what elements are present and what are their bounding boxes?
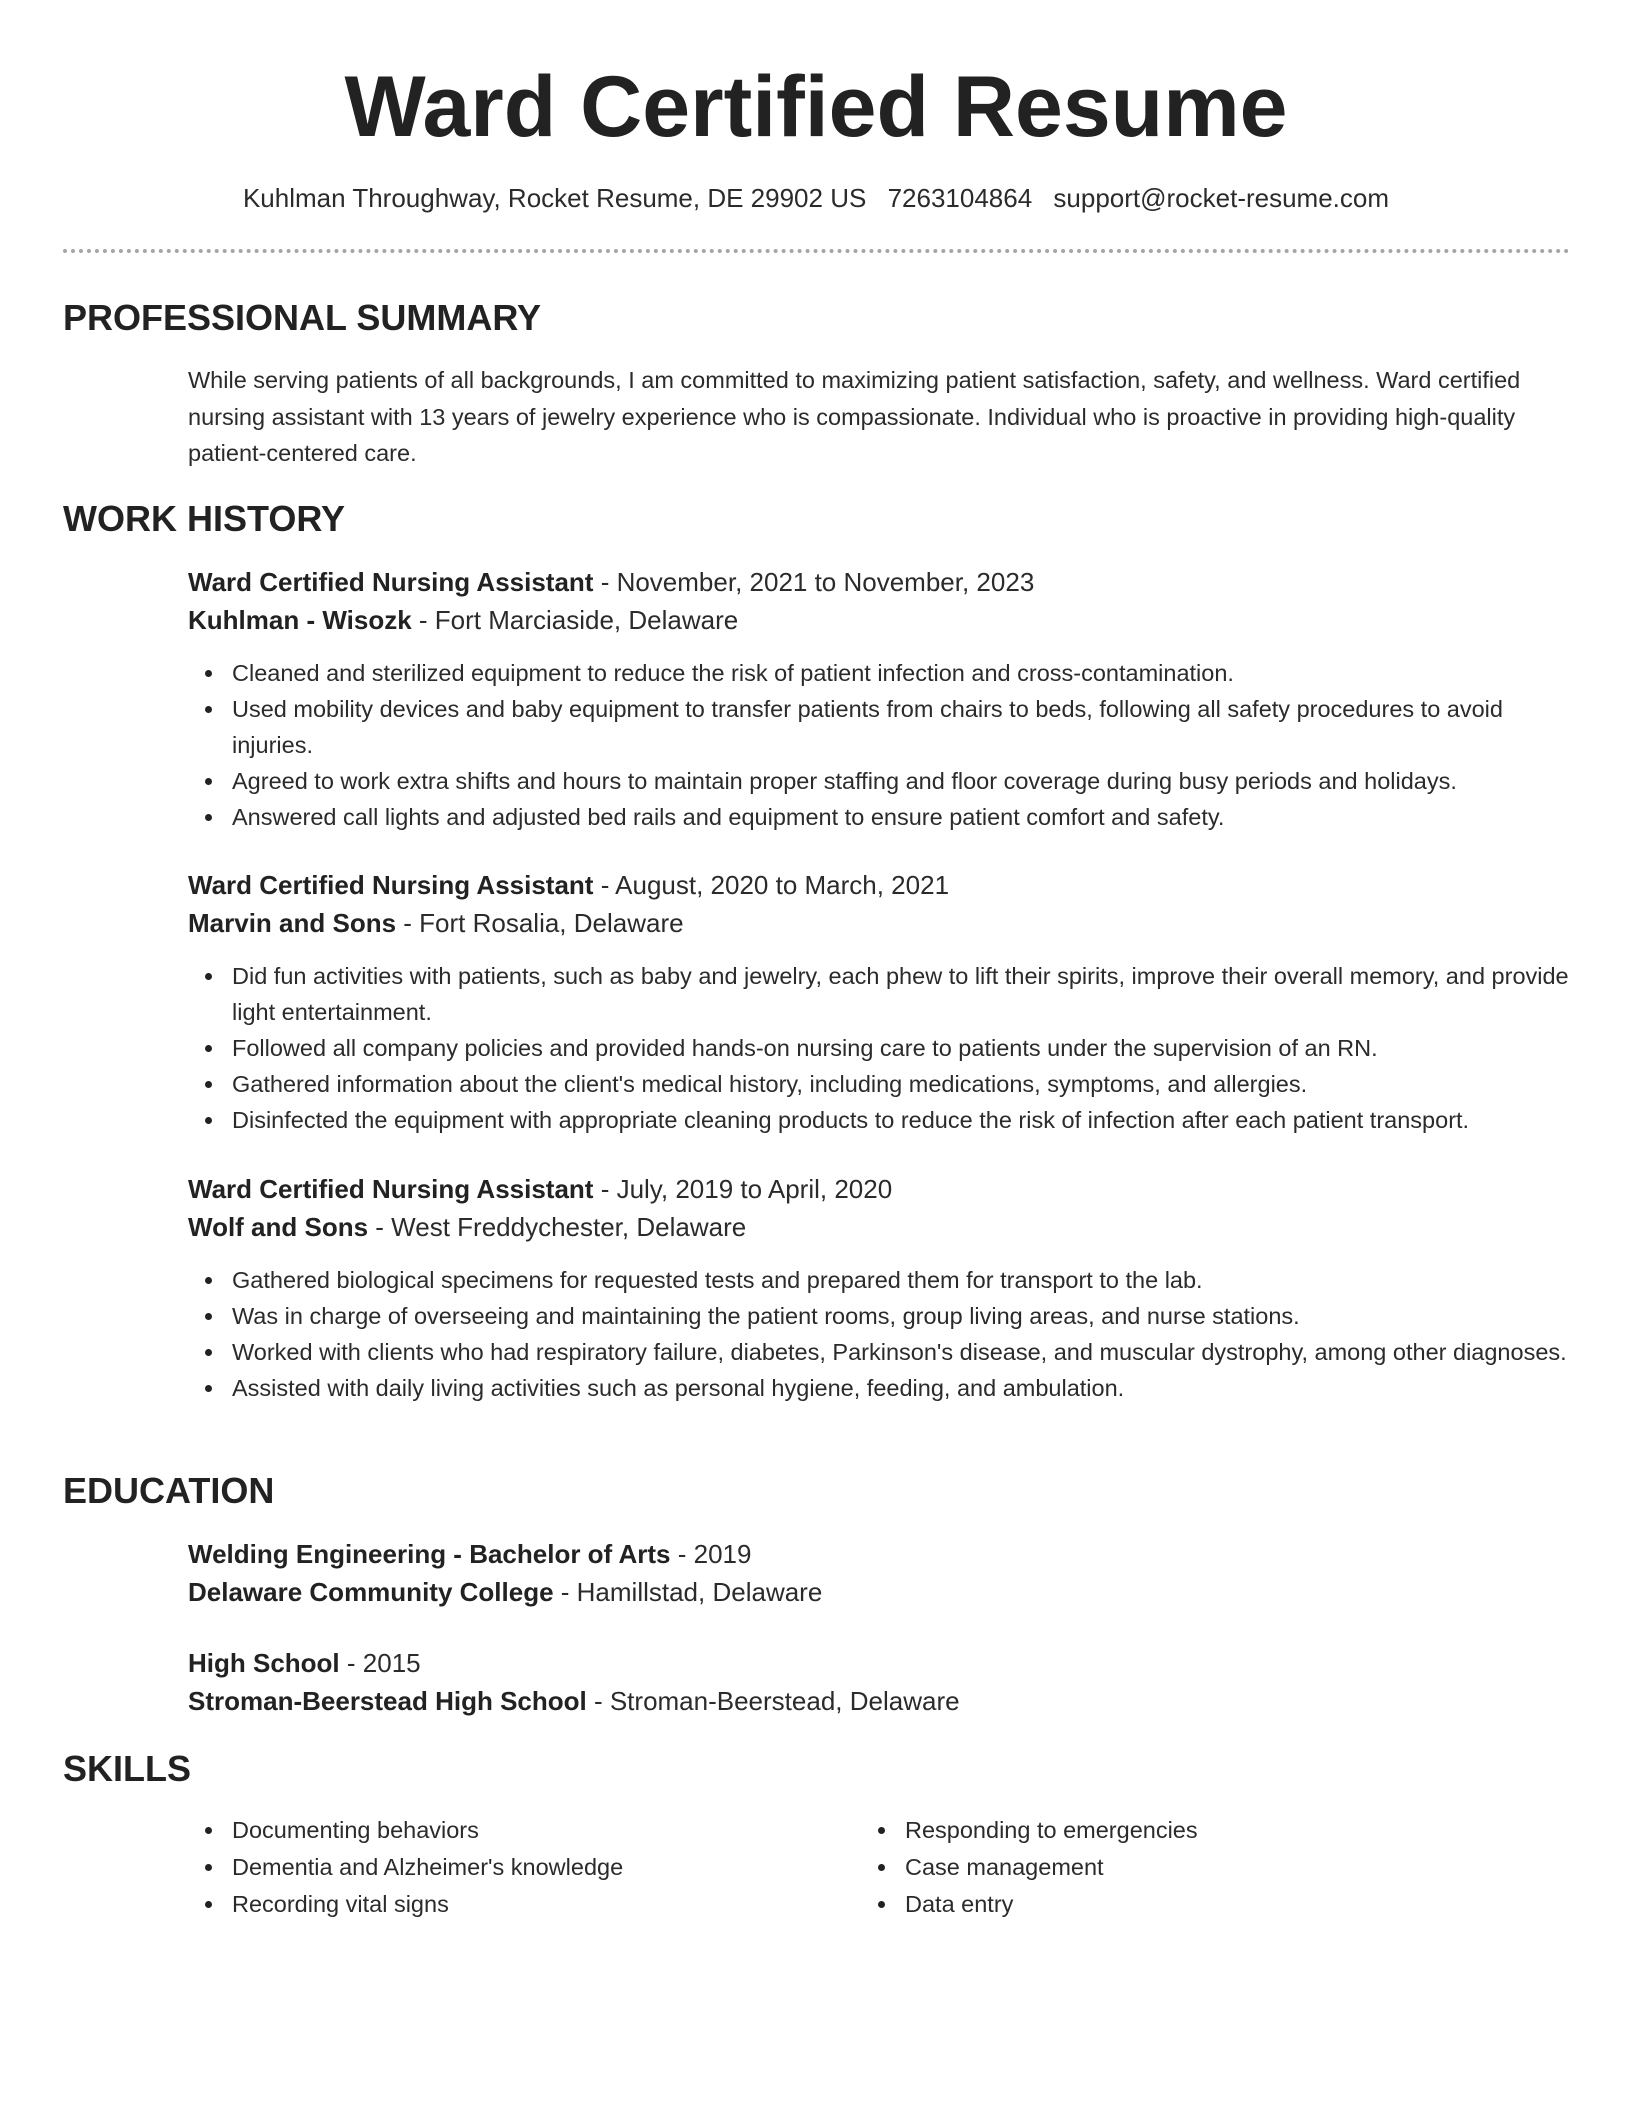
skill-item: Recording vital signs bbox=[232, 1886, 860, 1923]
job-entry bbox=[188, 563, 1570, 639]
resume-name: Ward Certified Resume bbox=[344, 59, 1288, 155]
list-item: Was in charge of overseeing and maintaining the patient rooms, group living areas, and nurse stations. bbox=[232, 1298, 1572, 1334]
list-item: Did fun activities with patients, such as baby and jewelry, each phew to lift their spirits, improve their overall memory, and provide light entertainment. bbox=[232, 958, 1572, 1030]
list-item: Used mobility devices and baby equipment to transfer patients from chairs to beds, following all safety procedures to avoid injuries. bbox=[232, 691, 1572, 763]
job-title-line bbox=[188, 866, 1570, 904]
skill-item: Responding to emergencies bbox=[905, 1812, 1570, 1849]
skills-heading: SKILLS bbox=[63, 1748, 192, 1789]
job-location: - Fort Rosalia, Delaware bbox=[396, 908, 684, 938]
education-entry bbox=[188, 1535, 1570, 1611]
job-location: - West Freddychester, Delaware bbox=[368, 1212, 747, 1242]
job-company-line bbox=[188, 601, 1570, 639]
job-dates: - November, 2021 to November, 2023 bbox=[593, 567, 1035, 597]
list-item: Disinfected the equipment with appropriate cleaning products to reduce the risk of infection after each patient transport. bbox=[232, 1102, 1572, 1138]
job-role: Ward Certified Nursing Assistant bbox=[188, 1174, 594, 1204]
job-dates: - August, 2020 to March, 2021 bbox=[593, 870, 950, 900]
work-history-heading: WORK HISTORY bbox=[63, 498, 346, 539]
job-bullets bbox=[188, 1262, 1572, 1406]
education-school-line bbox=[188, 1573, 1570, 1611]
skills-list-right bbox=[861, 1812, 1570, 1923]
job-dates: - July, 2019 to April, 2020 bbox=[593, 1174, 893, 1204]
list-item: Gathered information about the client's medical history, including medications, symptoms, and allergies. bbox=[232, 1066, 1572, 1102]
skill-item: Dementia and Alzheimer's knowledge bbox=[232, 1849, 860, 1886]
list-item: Cleaned and sterilized equipment to reduce the risk of patient infection and cross-contamination. bbox=[232, 655, 1572, 691]
skill-item: Documenting behaviors bbox=[232, 1812, 860, 1849]
education-location: - Stroman-Beerstead, Delaware bbox=[586, 1686, 960, 1716]
job-company: Wolf and Sons bbox=[188, 1212, 369, 1242]
job-company-line bbox=[188, 904, 1570, 942]
summary-text: While serving patients of all backgrounds, I am committed to maximizing patient satisfaction, safety, and wellness. Ward certified nursing assistant with 13 years of jewelry experience who is compassionate. Individual who is proactive in providing high-quality patient-centered care. bbox=[188, 367, 1521, 466]
education-year: - 2019 bbox=[670, 1539, 752, 1569]
list-item: Worked with clients who had respiratory failure, diabetes, Parkinson's disease, and muscular dystrophy, among other diagnoses. bbox=[232, 1334, 1572, 1370]
job-entry bbox=[188, 1170, 1570, 1246]
job-company: Marvin and Sons bbox=[188, 908, 397, 938]
summary-heading: PROFESSIONAL SUMMARY bbox=[63, 297, 542, 338]
education-location: - Hamillstad, Delaware bbox=[553, 1577, 823, 1607]
job-title-line bbox=[188, 563, 1570, 601]
job-role: Ward Certified Nursing Assistant bbox=[188, 870, 594, 900]
education-entry bbox=[188, 1644, 1570, 1720]
job-role: Ward Certified Nursing Assistant bbox=[188, 567, 594, 597]
list-item: Followed all company policies and provided hands-on nursing care to patients under the supervision of an RN. bbox=[232, 1030, 1572, 1066]
job-company-line bbox=[188, 1208, 1570, 1246]
skills-list-left bbox=[188, 1812, 860, 1923]
education-school: Delaware Community College bbox=[188, 1577, 554, 1607]
job-entry bbox=[188, 866, 1570, 942]
job-bullets bbox=[188, 958, 1572, 1138]
education-year: - 2015 bbox=[339, 1648, 421, 1678]
education-school: Stroman-Beerstead High School bbox=[188, 1686, 587, 1716]
education-degree-line bbox=[188, 1535, 1570, 1573]
education-degree: High School bbox=[188, 1648, 340, 1678]
list-item: Gathered biological specimens for requested tests and prepared them for transport to the lab. bbox=[232, 1262, 1572, 1298]
education-heading: EDUCATION bbox=[63, 1470, 275, 1511]
contact-phone: 7263104864 bbox=[887, 183, 1033, 213]
job-title-line bbox=[188, 1170, 1570, 1208]
job-bullets bbox=[188, 655, 1572, 835]
education-degree-line bbox=[188, 1644, 1570, 1682]
education-school-line bbox=[188, 1682, 1570, 1720]
list-item: Agreed to work extra shifts and hours to maintain proper staffing and floor coverage during busy periods and holidays. bbox=[232, 763, 1572, 799]
contact-line bbox=[0, 180, 1632, 216]
job-company: Kuhlman - Wisozk bbox=[188, 605, 412, 635]
skill-item: Case management bbox=[905, 1849, 1570, 1886]
contact-email: support@rocket-resume.com bbox=[1053, 183, 1390, 213]
header-divider bbox=[63, 249, 1570, 253]
list-item: Assisted with daily living activities such as personal hygiene, feeding, and ambulation. bbox=[232, 1370, 1572, 1406]
contact-address: Kuhlman Throughway, Rocket Resume, DE 29902 US bbox=[242, 183, 867, 213]
skill-item: Data entry bbox=[905, 1886, 1570, 1923]
job-location: - Fort Marciaside, Delaware bbox=[411, 605, 739, 635]
list-item: Answered call lights and adjusted bed rails and equipment to ensure patient comfort and safety. bbox=[232, 799, 1572, 835]
education-degree: Welding Engineering - Bachelor of Arts bbox=[188, 1539, 671, 1569]
